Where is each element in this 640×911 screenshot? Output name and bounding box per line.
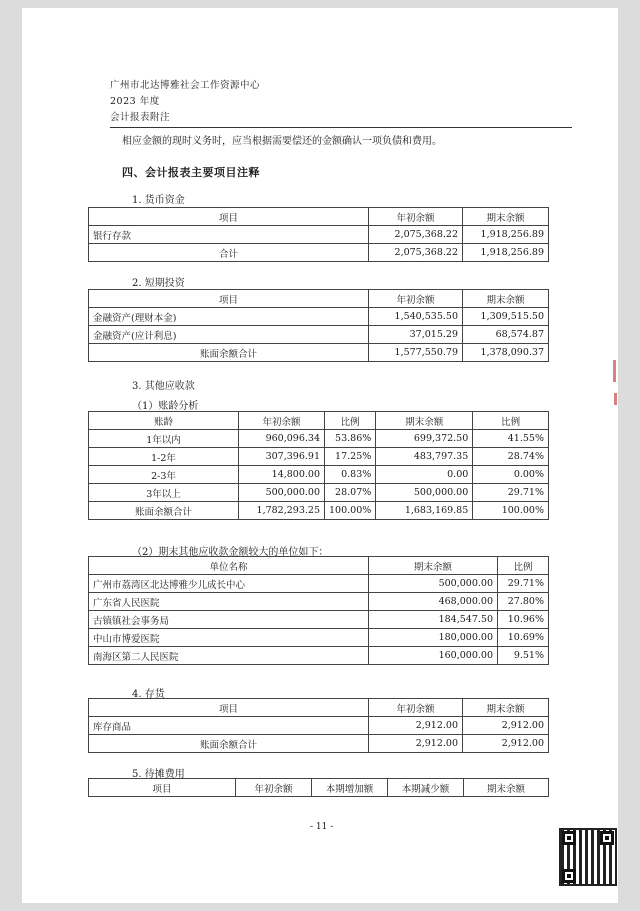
table-row	[89, 647, 549, 665]
col-header: 年初余额	[369, 290, 463, 308]
aging-subtitle: （1）账龄分析	[132, 401, 199, 412]
seal-fragment	[613, 360, 616, 382]
table-row	[89, 448, 549, 466]
begin-pct: 17.25%	[325, 448, 376, 466]
report-subtitle: 会计报表附注	[110, 112, 171, 123]
short-invest-table	[88, 289, 549, 362]
col-header: 期末余额	[464, 779, 549, 797]
col-header: 比例	[498, 557, 549, 575]
table-row	[89, 593, 549, 611]
table-header-row	[89, 290, 549, 308]
total-label: 账面余额合计	[89, 344, 369, 362]
end-value: 68,574.87	[463, 326, 549, 344]
pct-value: 10.69%	[498, 629, 549, 647]
table-row	[89, 308, 549, 326]
unit-name: 南海区第二人民医院	[89, 647, 369, 665]
col-header: 期末余额	[463, 208, 549, 226]
qr-finder-icon	[562, 831, 576, 845]
end-value: 483,797.35	[376, 448, 473, 466]
table-header-row	[89, 779, 549, 797]
unit-name: 古镇镇社会事务局	[89, 611, 369, 629]
table-header-row	[89, 208, 549, 226]
table-header-row	[89, 699, 549, 717]
col-header: 期末余额	[376, 412, 473, 430]
begin-pct: 28.07%	[325, 484, 376, 502]
table-row	[89, 611, 549, 629]
begin-value: 2,075,368.22	[369, 226, 463, 244]
end-value: 1,918,256.89	[463, 226, 549, 244]
table-total-row	[89, 244, 549, 262]
col-header: 期末余额	[463, 699, 549, 717]
col-header: 项目	[89, 208, 369, 226]
table-total-row	[89, 502, 549, 520]
unit-name: 中山市博爱医院	[89, 629, 369, 647]
col-header: 年初余额	[239, 412, 325, 430]
begin-value: 37,015.29	[369, 326, 463, 344]
table-row	[89, 430, 549, 448]
qr-finder-icon	[562, 869, 576, 883]
end-value: 1,309,515.50	[463, 308, 549, 326]
total-end: 1,378,090.37	[463, 344, 549, 362]
total-label: 账面余额合计	[89, 735, 369, 753]
table-total-row	[89, 344, 549, 362]
begin-value: 307,396.91	[239, 448, 325, 466]
table-row	[89, 226, 549, 244]
intro-text: 相应金额的现时义务时，应当根据需要偿还的金额确认一项负债和费用。	[122, 136, 442, 147]
unit-name: 广州市荔湾区北达博雅少儿成长中心	[89, 575, 369, 593]
col-header: 本期增加额	[312, 779, 388, 797]
page-number: - 11 -	[310, 822, 334, 832]
qr-finder-icon	[600, 831, 614, 845]
col-header: 期末余额	[463, 290, 549, 308]
end-value: 1,683,169.85	[376, 502, 473, 520]
units-table	[88, 556, 549, 665]
total-begin: 2,075,368.22	[369, 244, 463, 262]
table-row	[89, 717, 549, 735]
short-invest-title: 2. 短期投资	[132, 278, 185, 289]
table-row	[89, 575, 549, 593]
row-label: 金融资产(理财本金)	[89, 308, 369, 326]
pct-value: 10.96%	[498, 611, 549, 629]
row-label: 银行存款	[89, 226, 369, 244]
age-label: 账面余额合计	[89, 502, 239, 520]
end-value: 500,000.00	[369, 575, 498, 593]
seal-fragment	[614, 393, 617, 405]
end-value: 160,000.00	[369, 647, 498, 665]
total-end: 1,918,256.89	[463, 244, 549, 262]
begin-value: 500,000.00	[239, 484, 325, 502]
table-header-row	[89, 557, 549, 575]
begin-value: 1,782,293.25	[239, 502, 325, 520]
begin-pct: 53.86%	[325, 430, 376, 448]
pct-value: 27.80%	[498, 593, 549, 611]
end-value: 699,372.50	[376, 430, 473, 448]
end-value: 184,547.50	[369, 611, 498, 629]
col-header: 项目	[89, 290, 369, 308]
table-row	[89, 466, 549, 484]
col-header: 年初余额	[369, 208, 463, 226]
table-total-row	[89, 735, 549, 753]
end-value: 0.00	[376, 466, 473, 484]
col-header: 年初余额	[236, 779, 312, 797]
table-row	[89, 484, 549, 502]
header-divider	[110, 127, 572, 128]
inventory-table	[88, 698, 549, 753]
end-pct: 41.55%	[473, 430, 549, 448]
total-label: 合计	[89, 244, 369, 262]
inventory-title: 4. 存货	[132, 689, 165, 700]
col-header: 本期减少额	[388, 779, 464, 797]
total-begin: 1,577,550.79	[369, 344, 463, 362]
total-begin: 2,912.00	[369, 735, 463, 753]
end-pct: 100.00%	[473, 502, 549, 520]
cash-title: 1. 货币资金	[132, 195, 185, 206]
unit-name: 广东省人民医院	[89, 593, 369, 611]
col-header: 项目	[89, 779, 236, 797]
table-header-row	[89, 412, 549, 430]
cash-table	[88, 207, 549, 262]
age-label: 3年以上	[89, 484, 239, 502]
other-recv-title: 3. 其他应收款	[132, 381, 195, 392]
col-header: 年初余额	[369, 699, 463, 717]
row-label: 金融资产(应计利息)	[89, 326, 369, 344]
prepaid-title: 5. 待摊费用	[132, 769, 185, 780]
row-label: 库存商品	[89, 717, 369, 735]
end-pct: 29.71%	[473, 484, 549, 502]
age-label: 1-2年	[89, 448, 239, 466]
age-label: 2-3年	[89, 466, 239, 484]
qr-code-image	[559, 828, 617, 886]
document-page	[22, 8, 618, 903]
col-header: 项目	[89, 699, 369, 717]
prepaid-table	[88, 778, 549, 797]
end-pct: 0.00%	[473, 466, 549, 484]
total-end: 2,912.00	[463, 735, 549, 753]
units-subtitle: （2）期末其他应收款金额较大的单位如下：	[132, 547, 329, 558]
begin-pct: 100.00%	[325, 502, 376, 520]
age-label: 1年以内	[89, 430, 239, 448]
begin-value: 2,912.00	[369, 717, 463, 735]
pct-value: 29.71%	[498, 575, 549, 593]
col-header: 期末余额	[369, 557, 498, 575]
col-header: 比例	[325, 412, 376, 430]
pct-value: 9.51%	[498, 647, 549, 665]
begin-pct: 0.83%	[325, 466, 376, 484]
end-value: 468,000.00	[369, 593, 498, 611]
begin-value: 14,800.00	[239, 466, 325, 484]
org-name: 广州市北达博雅社会工作资源中心	[110, 80, 261, 91]
end-pct: 28.74%	[473, 448, 549, 466]
report-year: 2023 年度	[110, 96, 160, 107]
end-value: 500,000.00	[376, 484, 473, 502]
section-title: 四、会计报表主要项目注释	[122, 166, 260, 179]
begin-value: 1,540,535.50	[369, 308, 463, 326]
col-header: 账龄	[89, 412, 239, 430]
begin-value: 960,096.34	[239, 430, 325, 448]
table-row	[89, 326, 549, 344]
aging-table	[88, 411, 549, 520]
col-header: 比例	[473, 412, 549, 430]
end-value: 180,000.00	[369, 629, 498, 647]
col-header: 单位名称	[89, 557, 369, 575]
end-value: 2,912.00	[463, 717, 549, 735]
table-row	[89, 629, 549, 647]
